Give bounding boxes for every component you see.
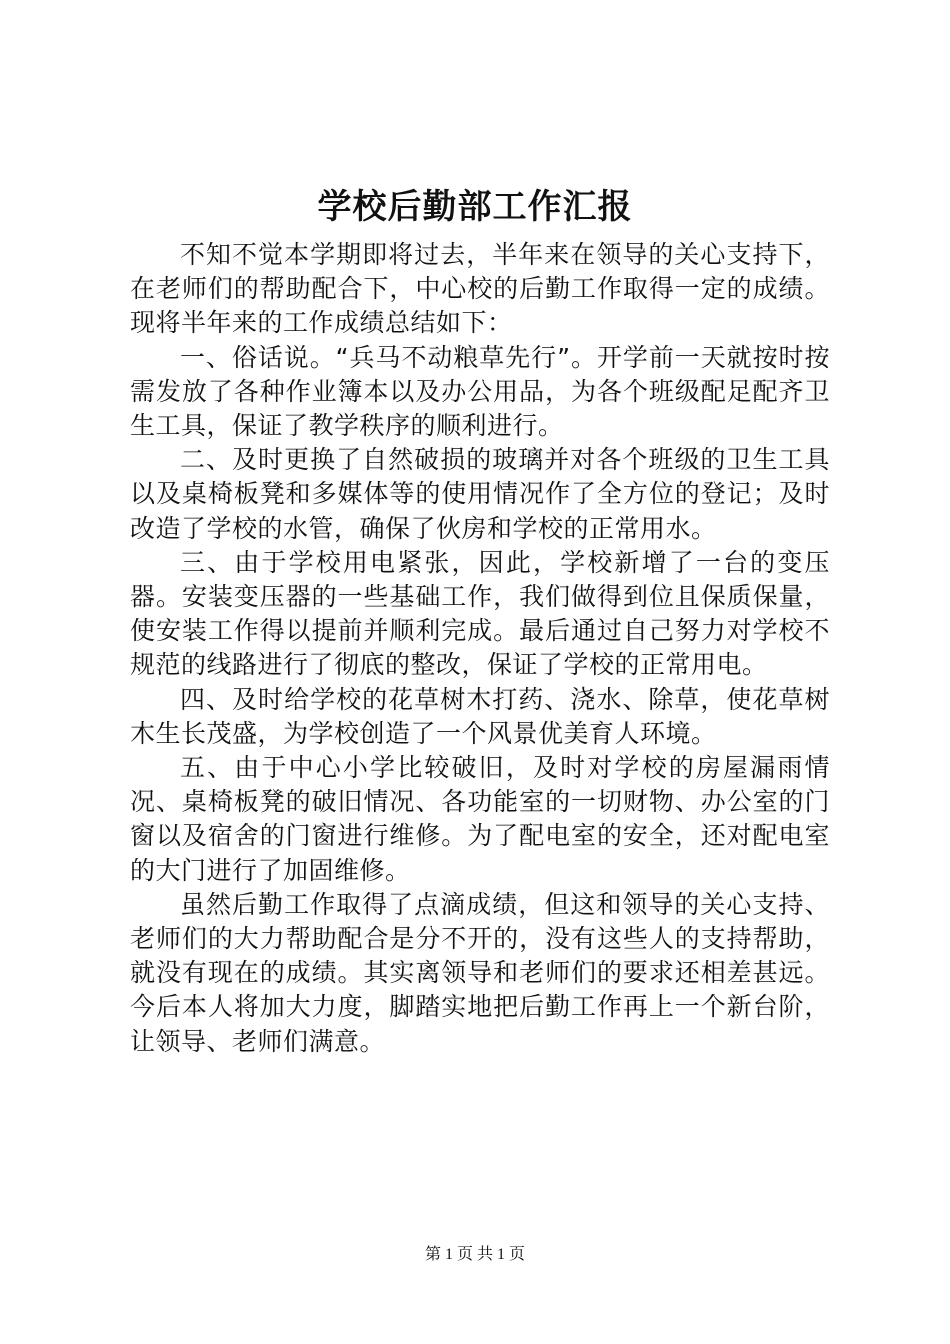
document-body [130, 238, 830, 1059]
document-title: 学校后勤部工作汇报 [317, 187, 633, 227]
paragraph-intro: 不知不觉本学期即将过去，半年来在领导的关心支持下，在老师们的帮助配合下，中心校的后勤工作取得一定的成绩。现将半年来的工作成绩总结如下： [130, 240, 830, 338]
paragraph-item-5: 五、由于中心小学比较破旧，及时对学校的房屋漏雨情况、桌椅板凳的破旧情况、各功能室的一切财物、办公室的门窗以及宿舍的门窗进行维修。为了配电室的安全，还对配电室的大门进行了加固维修。 [130, 753, 830, 885]
paragraph-item-4: 四、及时给学校的花草树木打药、浇水、除草，使花草树木生长茂盛，为学校创造了一个风景优美育人环境。 [130, 684, 830, 748]
paragraph-conclusion: 虽然后勤工作取得了点滴成绩，但这和领导的关心支持、老师们的大力帮助配合是分不开的，没有这些人的支持帮助，就没有现在的成绩。其实离领导和老师们的要求还相差甚远。今后本人将加大力度，脚踏实地把后勤工作再上一个新台阶，让领导、老师们满意。 [130, 889, 830, 1056]
paragraph-item-2: 二、及时更换了自然破损的玻璃并对各个班级的卫生工具以及桌椅板凳和多媒体等的使用情况作了全方位的登记；及时改造了学校的水管，确保了伙房和学校的正常用水。 [130, 445, 830, 543]
paragraph-item-1: 一、俗话说。“兵马不动粮草先行”。开学前一天就按时按需发放了各种作业簿本以及办公用品，为各个班级配足配齐卫生工具，保证了教学秩序的顺利进行。 [130, 342, 830, 441]
paragraph-item-3: 三、由于学校用电紧张，因此，学校新增了一台的变压器。安装变压器的一些基础工作，我们做得到位且保质保量，使安装工作得以提前并顺利完成。最后通过自己努力对学校不规范的线路进行了彻底的整改，保证了学校的正常用电。 [130, 547, 830, 680]
page-number-footer: 第 1 页 共 1 页 [424, 1246, 525, 1263]
